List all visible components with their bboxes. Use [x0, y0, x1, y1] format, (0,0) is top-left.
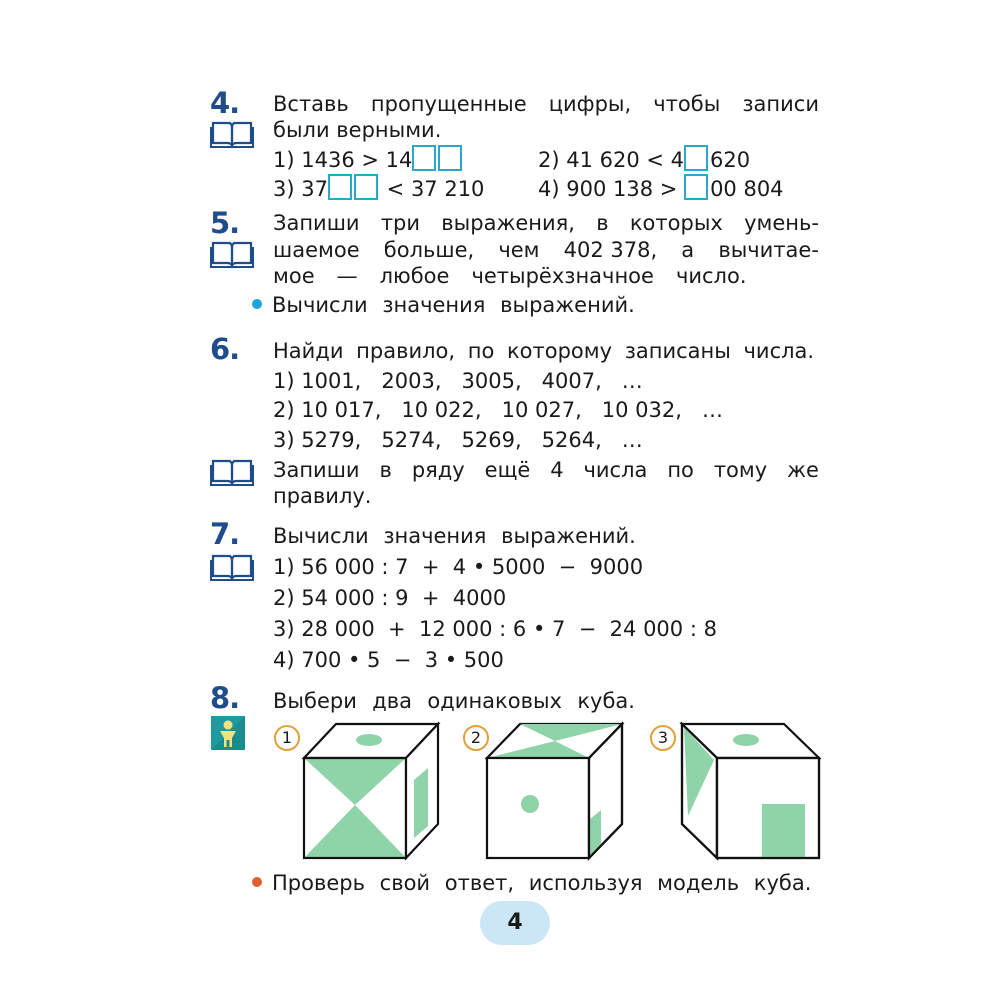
task-6-sequence-3: 3) 5279, 5274, 5269, 5264, … [273, 428, 643, 452]
task-6-number: 6. [210, 332, 240, 366]
task-6-sequence-2: 2) 10 017, 10 022, 10 027, 10 032, … [273, 398, 723, 422]
digit-blank[interactable] [354, 174, 378, 200]
task-4-item-4: 4) 900 138 > 00 804 [538, 174, 784, 202]
book-icon [210, 457, 254, 487]
task-4-item-1: 1) 1436 > 14 [273, 145, 464, 173]
cube-2-label: 2 [463, 725, 489, 751]
task-7-expression-3: 3) 28 000 + 12 000 : 6 • 7 − 24 000 : 8 [273, 617, 717, 641]
task-4-text-line-2: были верными. [273, 118, 442, 142]
task-4-number: 4. [210, 86, 240, 120]
bullet-dot [252, 877, 262, 887]
task-4-item-2: 2) 41 620 < 4 620 [538, 145, 750, 173]
task-7-number: 7. [210, 517, 240, 551]
task-6-text-line-2: Запиши в ряду ещё 4 числа по тому же [273, 458, 819, 482]
person-icon [211, 716, 245, 750]
task-6-text-line-3: правилу. [273, 484, 372, 508]
digit-blank[interactable] [412, 145, 436, 171]
digit-blank[interactable] [684, 145, 708, 171]
task-7-expression-2: 2) 54 000 : 9 + 4000 [273, 586, 507, 610]
task-4-text-line-1: Вставь пропущенные цифры, чтобы записи [273, 92, 819, 116]
cube-1[interactable] [296, 718, 456, 878]
task-5-text-line-3: мое — любое четырёхзначное число. [273, 264, 747, 288]
task-5-number: 5. [210, 206, 240, 240]
task-6-text-line-1: Найди правило, по которому записаны числа. [273, 339, 815, 363]
page-number: 4 [480, 901, 550, 945]
cube-3-label: 3 [650, 725, 676, 751]
task-8-number: 8. [210, 681, 240, 715]
task-5-bullet: Вычисли значения выражений. [252, 292, 635, 318]
digit-blank[interactable] [328, 174, 352, 200]
bullet-dot [252, 299, 262, 309]
book-icon [210, 119, 254, 149]
task-8-text-line-1: Выбери два одинаковых куба. [273, 689, 635, 713]
digit-blank[interactable] [438, 145, 462, 171]
cube-1-label: 1 [274, 725, 300, 751]
task-7-expression-4: 4) 700 • 5 − 3 • 500 [273, 648, 504, 672]
book-icon [210, 239, 254, 269]
cube-3[interactable] [674, 718, 834, 878]
task-8-bullet: Проверь свой ответ, используя модель куба. [252, 870, 811, 896]
task-6-sequence-1: 1) 1001, 2003, 3005, 4007, … [273, 369, 643, 393]
book-icon [210, 552, 254, 582]
task-7-expression-1: 1) 56 000 : 7 + 4 • 5000 − 9000 [273, 555, 644, 579]
cube-2[interactable] [484, 718, 644, 878]
digit-blank[interactable] [684, 174, 708, 200]
task-5-text-line-1: Запиши три выражения, в которых умень- [273, 211, 819, 235]
task-4-item-3: 3) 37 < 37 210 [273, 174, 484, 202]
task-7-text-line-1: Вычисли значения выражений. [273, 524, 636, 548]
task-5-text-line-2: шаемое больше, чем 402 378, а вычитае- [273, 238, 819, 262]
